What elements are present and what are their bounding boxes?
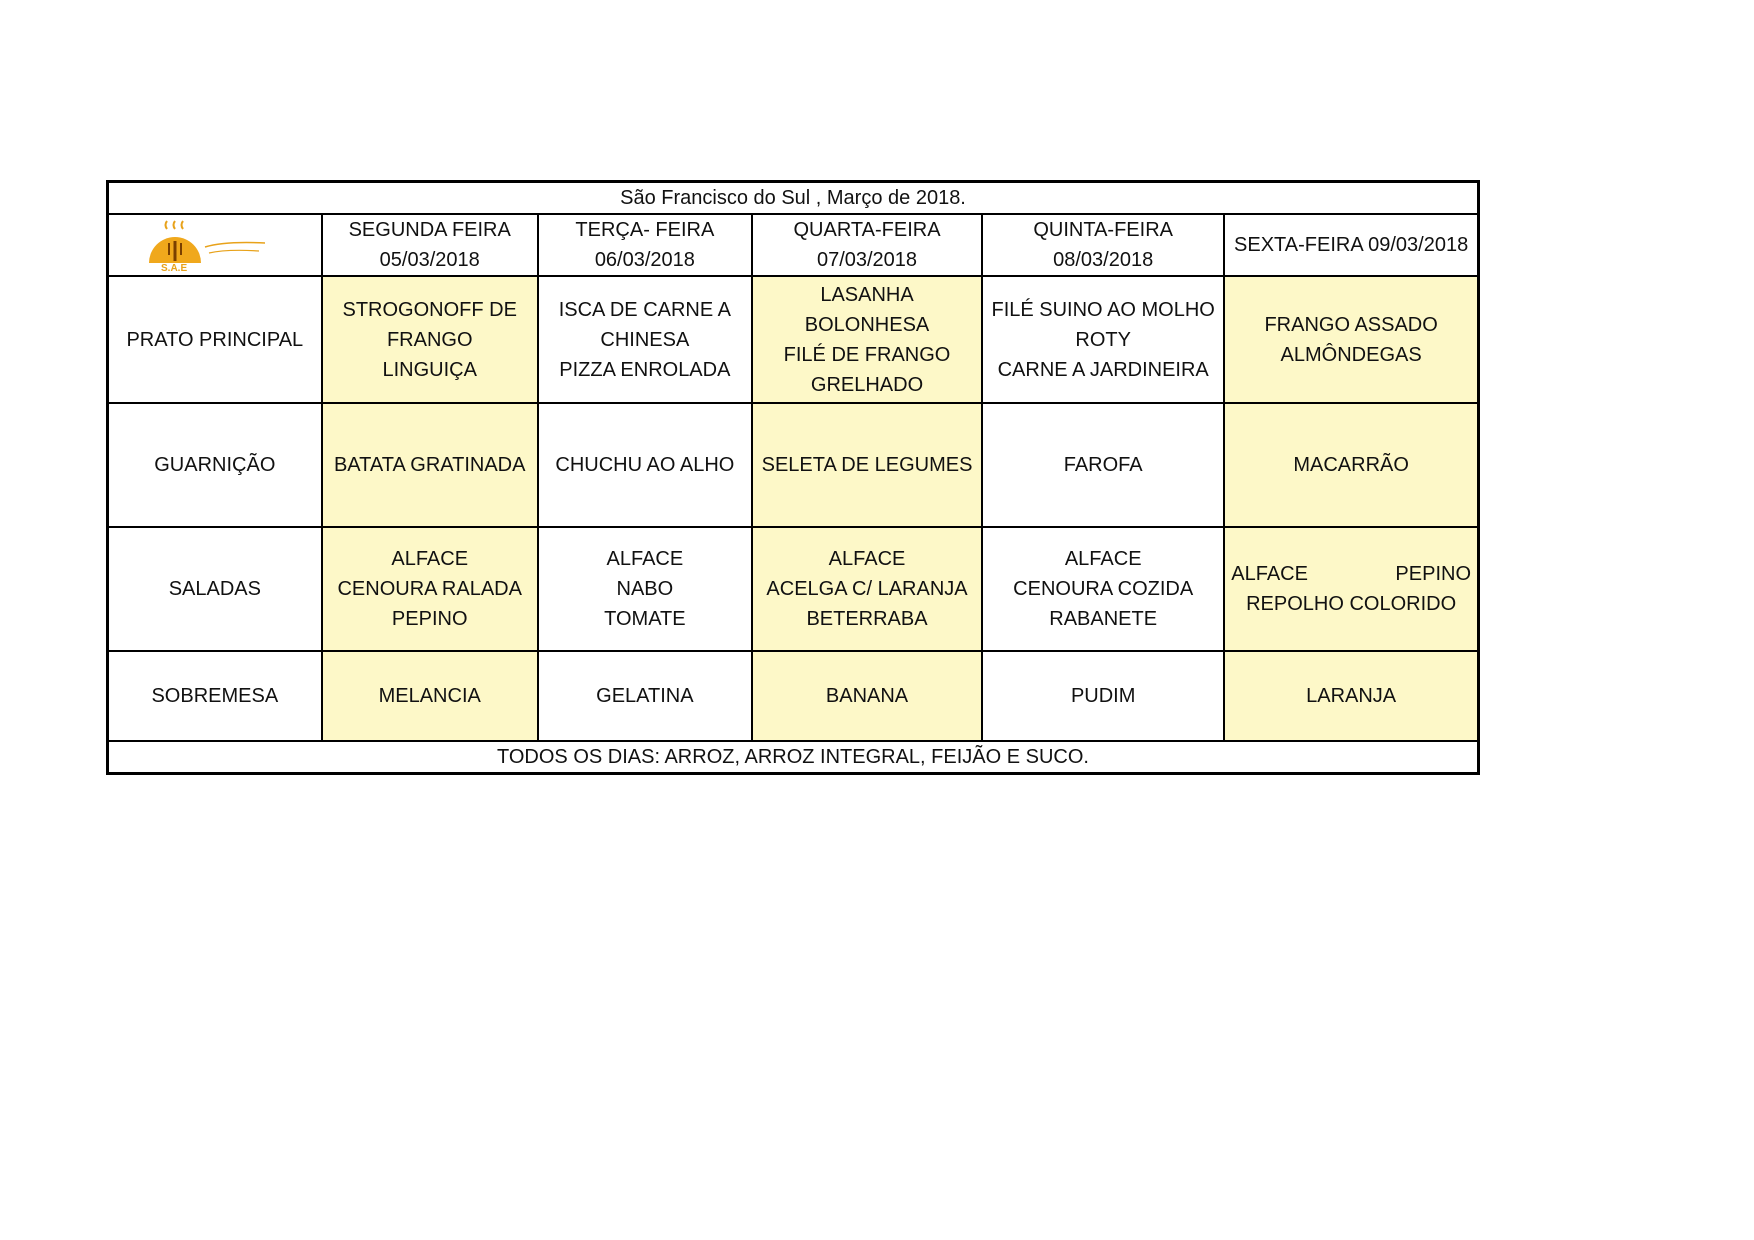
- menu-cell: GELATINA: [538, 651, 752, 741]
- menu-item: CHINESA: [600, 328, 690, 351]
- menu-cell: [982, 276, 1224, 403]
- day-date: 05/03/2018: [379, 249, 480, 271]
- menu-cell: CHUCHU AO ALHO: [538, 403, 752, 527]
- menu-item: FRANGO: [386, 328, 473, 351]
- menu-item: BETERRABA: [806, 608, 928, 630]
- day-date: 06/03/2018: [594, 249, 695, 271]
- menu-cell: LARANJA: [1224, 651, 1478, 741]
- menu-item: ALFACE: [391, 548, 469, 570]
- menu-item: ALMÔNDEGAS: [1280, 343, 1422, 366]
- menu-row-guarnicao: [108, 403, 1479, 527]
- menu-item: ALFACE: [1231, 563, 1308, 585]
- menu-cell: MELANCIA: [322, 651, 538, 741]
- menu-item: REPOLHO COLORIDO: [1246, 593, 1457, 615]
- footer-note: TODOS OS DIAS: ARROZ, ARROZ INTEGRAL, FEIJÃO E SUCO.: [108, 741, 1479, 774]
- day-name-date: SEXTA-FEIRA 09/03/2018: [1234, 234, 1469, 256]
- menu-cell: MACARRÃO: [1224, 403, 1478, 527]
- menu-cell: PUDIM: [982, 651, 1224, 741]
- menu-item: PEPINO: [1395, 563, 1471, 585]
- day-header-row: [108, 214, 1479, 276]
- menu-item: CENOURA COZIDA: [1013, 578, 1194, 600]
- menu-item: CARNE A JARDINEIRA: [997, 358, 1209, 381]
- row-label: SOBREMESA: [108, 651, 322, 741]
- menu-item: ALFACE: [1064, 548, 1142, 570]
- logo-cell: [108, 214, 322, 276]
- menu-item: FRANGO ASSADO: [1264, 313, 1438, 336]
- row-label: GUARNIÇÃO: [108, 403, 322, 527]
- menu-cell: [1224, 276, 1478, 403]
- menu-item: NABO: [616, 578, 674, 600]
- menu-item: FILÉ DE FRANGO: [783, 343, 951, 366]
- menu-row-saladas: [108, 527, 1479, 651]
- menu-item: ALFACE: [828, 548, 906, 570]
- menu-cell: BATATA GRATINADA: [322, 403, 538, 527]
- menu-item: FILÉ SUINO AO MOLHO: [991, 298, 1215, 321]
- menu-cell: FAROFA: [982, 403, 1224, 527]
- day-header-thursday: [982, 214, 1224, 276]
- menu-item: ACELGA C/ LARANJA: [766, 578, 968, 600]
- menu-item: ROTY: [1075, 328, 1131, 351]
- menu-row-prato-principal: [108, 276, 1479, 403]
- day-name: TERÇA- FEIRA: [575, 219, 715, 241]
- day-header-monday: [322, 214, 538, 276]
- menu-row-sobremesa: [108, 651, 1479, 741]
- day-name: SEGUNDA FEIRA: [348, 219, 511, 241]
- menu-item: PIZZA ENROLADA: [559, 358, 731, 381]
- logo-text: S.A.E: [160, 263, 187, 273]
- menu-cell: [982, 527, 1224, 651]
- menu-item: STROGONOFF DE: [342, 298, 517, 321]
- title-row: [108, 182, 1479, 215]
- menu-item: LASANHA BOLONHESA: [804, 283, 930, 336]
- menu-cell: [322, 276, 538, 403]
- day-name: QUINTA-FEIRA: [1033, 219, 1173, 241]
- day-header-tuesday: [538, 214, 752, 276]
- footer-row: [108, 741, 1479, 774]
- menu-cell: [538, 276, 752, 403]
- menu-cell: [752, 527, 982, 651]
- day-date: 07/03/2018: [816, 249, 918, 271]
- row-label: SALADAS: [108, 527, 322, 651]
- day-header-friday: [1224, 214, 1478, 276]
- day-date: 08/03/2018: [1053, 249, 1154, 271]
- menu-cell: [1224, 527, 1478, 651]
- menu-item: LINGUIÇA: [382, 358, 477, 381]
- day-header-wednesday: [752, 214, 982, 276]
- menu-cell: [752, 276, 982, 403]
- menu-item: CENOURA RALADA: [337, 578, 522, 600]
- sun-cutlery-logo-icon: [135, 217, 295, 273]
- menu-item: GRELHADO: [810, 373, 924, 396]
- menu-cell: BANANA: [752, 651, 982, 741]
- menu-cell: [538, 527, 752, 651]
- menu-cell: SELETA DE LEGUMES: [752, 403, 982, 527]
- page-title: São Francisco do Sul , Março de 2018.: [108, 182, 1479, 215]
- weekly-menu-table: [106, 180, 1480, 775]
- menu-item: TOMATE: [604, 608, 686, 630]
- menu-cell: [322, 527, 538, 651]
- menu-item: PEPINO: [391, 608, 468, 630]
- row-label: PRATO PRINCIPAL: [108, 276, 322, 403]
- day-name: QUARTA-FEIRA: [793, 219, 941, 241]
- menu-item: ALFACE: [606, 548, 684, 570]
- menu-item: ISCA DE CARNE A: [558, 298, 731, 321]
- menu-item: RABANETE: [1049, 608, 1158, 630]
